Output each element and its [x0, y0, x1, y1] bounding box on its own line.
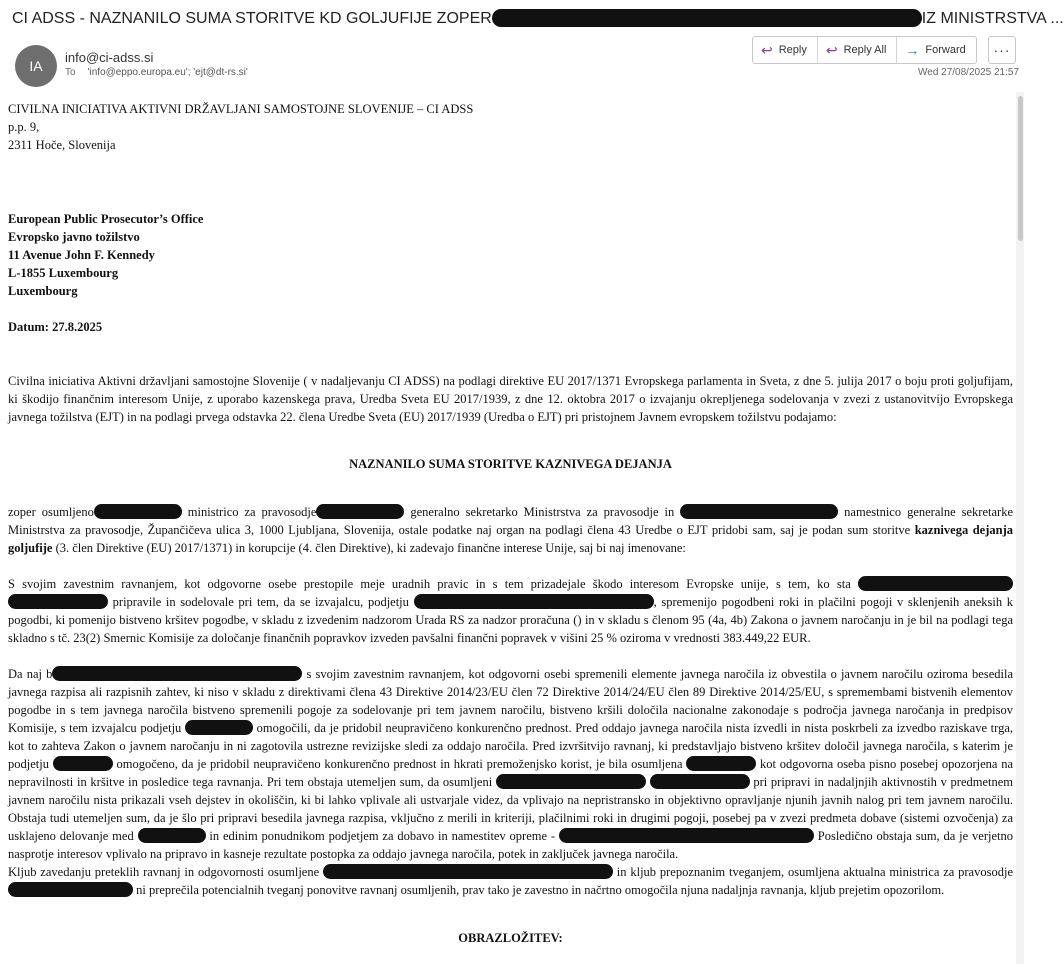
- recipient-line-3: 11 Avenue John F. Kennedy: [8, 248, 155, 262]
- sent-date: Wed 27/08/2025 21:57: [918, 67, 1020, 78]
- paragraph-first-allegation: [8, 575, 1013, 647]
- reply-all-button[interactable]: [818, 37, 898, 63]
- avatar: [15, 45, 57, 87]
- paragraph-second-allegation: [8, 665, 1013, 863]
- redaction-bar: [559, 828, 814, 843]
- redaction-bar: [8, 882, 133, 897]
- p2-text-a: S svojim zavestnim ravnanjem, kot odgovorne osebe prestopile meje uradnih pravic in s tem prizadejale škodo interesom Evropske unije, s tem, ko sta: [8, 577, 858, 591]
- p1-text-b: ministrico za pravosodje: [181, 505, 317, 519]
- p1-text-c: generalno sekretarko Ministrstva za pravosodje in: [404, 505, 681, 519]
- more-actions-button[interactable]: ···: [988, 36, 1016, 64]
- recipient-line-2: Evropsko javno tožilstvo: [8, 230, 140, 244]
- p3-text-g: in edinim ponudnikom podjetjem za dobavo in namestitev opreme -: [205, 829, 559, 843]
- sender-address[interactable]: info@ci-adss.si: [65, 50, 154, 65]
- letter-date: Datum: 27.8.2025: [8, 320, 103, 334]
- scrollbar-thumb[interactable]: [1018, 96, 1023, 241]
- intro-paragraph: Civilna iniciativa Aktivni državljani samostojne Slovenije ( v nadaljevanju CI ADSS) na podlagi direktive EU 2017/1371 Evropskega parlamenta in Sveta, z dne 5. julija 2017 o boju proti goljufijam, ki škodijo finančnim interesom Unije, z uporabo kazenskega prava, Uredba Sveta EU 2017/1939, z dne 12. oktobra 2017 o izvajanju okrepljenega sodelovanja v zvezi z ustanovitvijo Evropskega javnega tožilstva (EJT) in na podlagi prvega odstavka 22. člena Uredbe Sveta (EU) 2017/1939 (Uredba o EJT) pri pristojnem Javnem evropskem tožilstvu podajamo:: [8, 374, 1013, 424]
- redaction-bar: [316, 504, 404, 519]
- redaction-bar: [492, 9, 922, 27]
- paragraph-third-allegation: [8, 863, 1013, 899]
- p3-text-e: kot odgovorna oseba pisno posebej opozorjena na nepravilnosti in kršitve in posledice tega ravnanja. Pri tem obstaja utemeljen sum, da osumljeni: [8, 757, 1014, 789]
- p3-text-h: Posledično obstaja sum, da je verjetno nasprotje interesov vplivalo na pripravo in kasneje rezultate postopka za oddajo javnega naročila, potek in zaključek javnega naročila.: [8, 829, 1013, 861]
- p4-text-a: Kljub zavedanju preteklih ravnanj in odgovornosti osumljene: [8, 865, 323, 879]
- reply-all-label: Reply All: [843, 44, 887, 56]
- p1-bold-offence: kaznivega dejanja goljufije: [8, 523, 1013, 555]
- forward-button[interactable]: [897, 37, 975, 63]
- redaction-bar: [496, 774, 646, 789]
- p4-text-c: ni preprečila potencialnih tveganj ponovitve ravnanj osumljenih, prav tako je zavestno in načrtno omogočila njuna nadaljnja ravnanja, kljub prejetim opozorilom.: [133, 883, 945, 897]
- letter-title: NAZNANILO SUMA STORITVE KAZNIVEGA DEJANJA: [349, 457, 672, 471]
- forward-arrow-icon: →: [905, 42, 920, 58]
- redaction-bar: [686, 756, 756, 771]
- reply-arrow-icon: ↩: [761, 41, 773, 58]
- p3-text-b: s svojim zavestnim ravnanjem, kot odgovorni osebi spremenili elemente javnega naročila iz obvestila o javnem naročilu oziroma besedila javnega razpisa ali razpisnih zahtev, ki niso v skladu z direktivami člena 43 Direktive 2014/23/EU člen 72 Direktive 2014/24/EU člen 89 Direktive 2014/25/EU, s spremembami bistvenih elementov pogodbe in s tem javnega naročila bistveno spremenili pogoje za sodelovanje pri tem javnem naročilu, bistveno kršili določila nacionalne zakonodaje s področja javnega naročanja in predpisov Komisije, s tem izvajalcu podjetju: [8, 667, 1014, 735]
- reply-label: Reply: [778, 44, 807, 56]
- redaction-bar: [680, 504, 838, 519]
- p4-text-b: in kljub prepoznanim tveganjem, osumljena aktualna ministrica za pravosodje: [612, 865, 1013, 879]
- forward-label: Forward: [925, 44, 966, 56]
- to-label: To: [65, 67, 76, 78]
- p1-text-a: zoper osumljeno: [8, 505, 94, 519]
- recipient-line-5: Luxembourg: [8, 284, 78, 298]
- recipient-line-4: L-1855 Luxembourg: [8, 266, 119, 280]
- p1-text-e: (3. člen Direktive (EU) 2017/1371) in korupcije (4. člen Direktive), ki zadevajo finančne interese Unije, saj bi naj imenovane:: [52, 541, 686, 555]
- org-address-line-1: p.p. 9,: [8, 120, 40, 134]
- avatar-initials: IA: [29, 58, 43, 74]
- message-actions: [752, 36, 977, 64]
- redaction-bar: [650, 774, 750, 789]
- recipients-line: [65, 67, 248, 78]
- reply-all-arrow-icon: ↩: [825, 41, 838, 58]
- p3-text-d: omogočeno, da je pridobil neupravičeno konkurenčno prednost in hkrati premoženjsko korist, je bila osumljena: [112, 757, 687, 771]
- paragraph-accused: [8, 503, 1013, 557]
- p3-text-c: omogočili, da je pridobil neupravičeno konkurenčno prednost. Pred oddajo javnega naročila nista izvedli in nista poskrbeli za izvedbo raziskave trga, kot to zahteva Zakon o javnem naročanju in ni zagotovila ustrezne revizijske sledi za oddajo naročila. Pred izvršitvijo ravnanj, ki predstavljajo bistveno kršitev določil javnega naročila, s katerim je podjetju: [8, 721, 1013, 771]
- p3-text-a: Da naj b: [8, 667, 53, 681]
- explanation-heading: OBRAZLOŽITEV:: [458, 931, 563, 945]
- redaction-bar: [94, 504, 182, 519]
- reply-button[interactable]: [753, 37, 818, 63]
- redaction-bar: [8, 594, 108, 609]
- redaction-bar: [138, 828, 206, 843]
- org-address-line-2: 2311 Hoče, Slovenija: [8, 138, 116, 152]
- recipients-value[interactable]: 'info@eppo.europa.eu'; 'ejt@dt-rs.si': [87, 67, 248, 78]
- subject-text-start: CI ADSS - NAZNANILO SUMA STORITVE KD GOLJUFIJE ZOPER: [12, 10, 492, 27]
- email-subject: [12, 9, 1064, 28]
- org-name: CIVILNA INICIATIVA AKTIVNI DRŽAVLJANI SAMOSTOJNE SLOVENIJE – CI ADSS: [8, 102, 474, 116]
- redaction-bar: [323, 864, 613, 879]
- redaction-bar: [53, 756, 113, 771]
- p2-text-b: pripravile in sodelovale pri tem, da se izvajalcu, podjetju: [108, 595, 414, 609]
- redaction-bar: [858, 576, 1013, 591]
- subject-text-end: IZ MINISTRSTVA ...: [921, 10, 1064, 27]
- redaction-bar: [185, 720, 253, 735]
- p3-text-f: pri pripravi in nadaljnjih aktivnostih v predmetnem javnem naročilu nista prikazali vseh dejstev in okoliščin, ki bi lahko vplivale ali ustvarjale videz, da vplivajo na nepristransko in objektivno opravljanje njunih javnih nalog pri tem javnem naročilu. Obstaja tudi utemeljen sum, da je šlo pri pripravi besedila javnega razpisa, vključno z merili in kriteriji, plačilnimi roki in drugimi pogoji, posebej pa v zvezi predmeta dobave (sistemi ozvočenja) za usklajeno delovanje med: [8, 775, 1014, 843]
- p1-text-d: namestnico generalne sekretarke Ministrstva za pravosodje, Župančičeva ulica 3, 1000 Ljubljana, Slovenija, ostale podatke naj organ na podlagi člena 43 Uredbe o EJT pridobi sam, saj je podan sum storitve: [8, 505, 1013, 537]
- email-body: [8, 100, 1013, 947]
- recipient-line-1: European Public Prosecutor’s Office: [8, 212, 204, 226]
- p2-text-c: , spremenijo pogodbeni roki in plačilni pogoji v sklenjenih aneksih k pogodbi, ki pomenijo bistveno kršitev pogodbe, v skladu z izvedenim nadzorom Urada RS za nadzor proračuna () in v skladu s členom 95 (4a, 4b) Zakona o javnem naročanju in je bil na podlagi tega skladno s tč. 23(2) Smernic Komisije za določanje finančnih popravkov izveden pavšalni finančni popravek v višini 25 % oziroma v vrednosti 383.449,22 EUR.: [8, 595, 1014, 645]
- redaction-bar: [414, 594, 654, 609]
- redaction-bar: [52, 666, 302, 681]
